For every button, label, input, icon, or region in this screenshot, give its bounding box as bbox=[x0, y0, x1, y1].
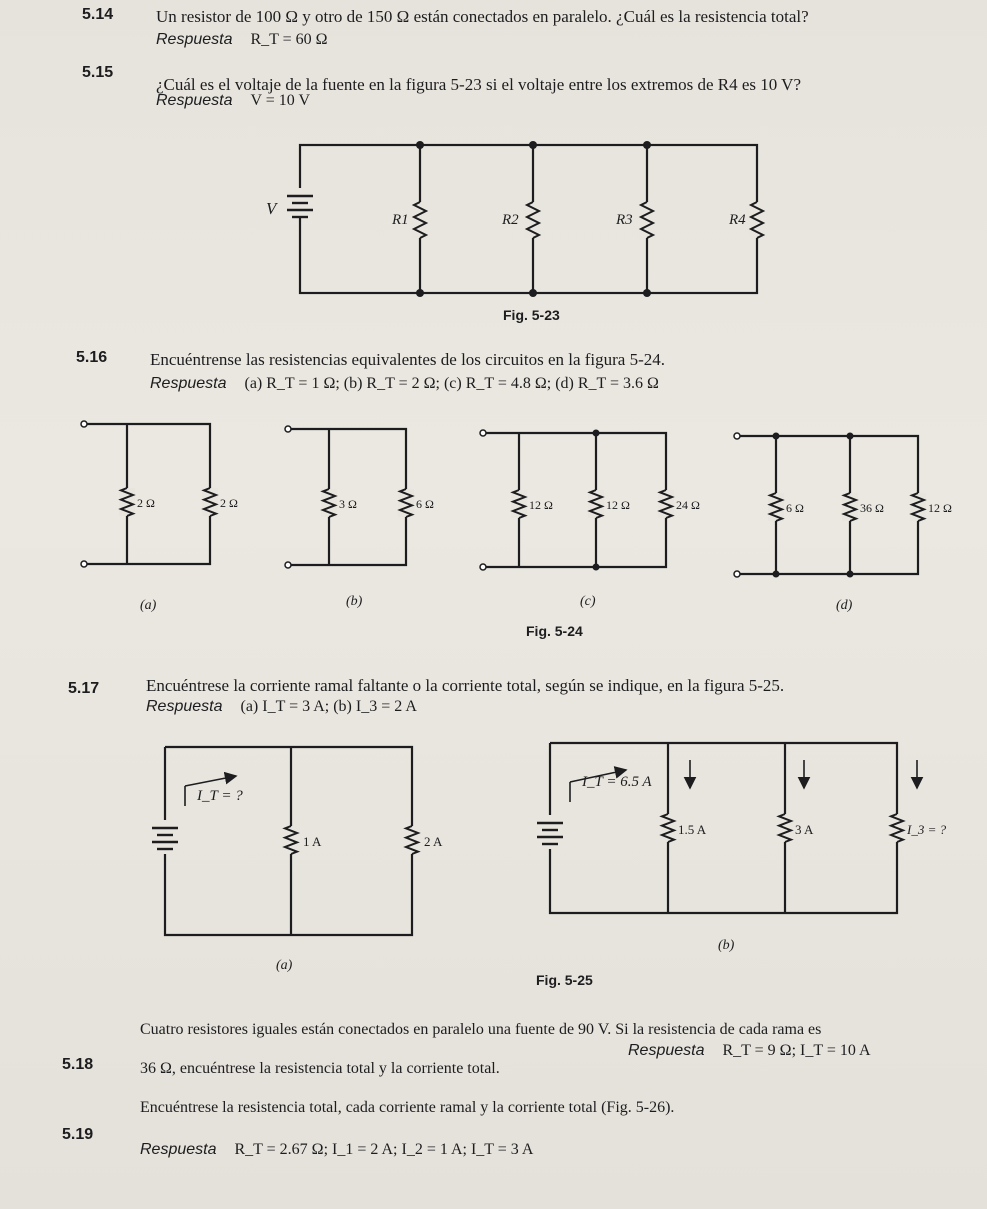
answer-label: Respuesta bbox=[140, 1141, 217, 1158]
resistor-r4-label: R4 bbox=[729, 212, 746, 228]
resistor-r1-label: R1 bbox=[392, 212, 409, 228]
problem-5-19-text: Encuéntrese la resistencia total, cada corriente ramal y la corriente total (Fig. 5-26). bbox=[140, 1099, 675, 1116]
answer-label: Respuesta bbox=[146, 698, 223, 715]
problem-5-14-number: 5.14 bbox=[82, 6, 114, 23]
fig525a-branch-current-2: 2 A bbox=[424, 834, 443, 849]
answer-value: V = 10 V bbox=[250, 92, 311, 109]
fig-5-24-caption: Fig. 5-24 bbox=[526, 623, 583, 639]
fig-5-24-circuit-a bbox=[81, 421, 210, 567]
answer-value: R_T = 60 Ω bbox=[250, 31, 328, 48]
problem-5-18-text-line1: Cuatro resistores iguales están conectados en paralelo una fuente de 90 V. Si la resistencia de cada rama es bbox=[140, 1021, 822, 1038]
fig524-c-resistor-3-value: 24 Ω bbox=[676, 498, 700, 512]
resistor-r2-label: R2 bbox=[502, 212, 519, 228]
fig524-b-resistor-1-value: 3 Ω bbox=[339, 497, 357, 511]
fig-5-25a-total-current: I_T = ? bbox=[197, 788, 243, 804]
fig-5-25-circuit-a bbox=[150, 747, 412, 935]
answer-value: R_T = 9 Ω; I_T = 10 A bbox=[722, 1042, 871, 1059]
fig-5-24-label-c: (c) bbox=[580, 594, 596, 609]
problem-5-18-text-line2: 36 Ω, encuéntrese la resistencia total y la corriente total. bbox=[140, 1060, 500, 1077]
fig524-d-resistor-2-value: 36 Ω bbox=[860, 501, 884, 515]
fig524-b-resistor-2-value: 6 Ω bbox=[416, 497, 434, 511]
problem-5-18-number: 5.18 bbox=[62, 1056, 94, 1073]
problem-5-17-text: Encuéntrese la corriente ramal faltante o la corriente total, según se indique, en la figura 5-25. bbox=[146, 676, 785, 695]
fig524-d-resistor-3-value: 12 Ω bbox=[928, 501, 952, 515]
problem-5-16-text: Encuéntrense las resistencias equivalentes de los circuitos en la figura 5-24. bbox=[150, 350, 666, 369]
fig524-a-resistor-2-value: 2 Ω bbox=[220, 496, 238, 510]
fig-5-23-caption: Fig. 5-23 bbox=[503, 307, 560, 323]
problem-5-15-text: ¿Cuál es el voltaje de la fuente en la figura 5-23 si el voltaje entre los extremos de R4 es 10 V? bbox=[156, 75, 802, 94]
fig525a-branch-current-1: 1 A bbox=[303, 834, 322, 849]
fig-5-24-circuit-d bbox=[734, 433, 918, 578]
problem-5-19-number: 5.19 bbox=[62, 1126, 94, 1143]
answer-label: Respuesta bbox=[150, 375, 227, 392]
fig-5-25-caption: Fig. 5-25 bbox=[536, 972, 593, 988]
fig-5-25b-total-current: I_T = 6.5 A bbox=[582, 774, 652, 790]
fig525b-branch-current-2: 3 A bbox=[795, 822, 814, 837]
fig-5-25-label-b: (b) bbox=[718, 938, 735, 953]
fig524-d-resistor-1-value: 6 Ω bbox=[786, 501, 804, 515]
fig-5-24-label-b: (b) bbox=[346, 594, 363, 609]
answer-label: Respuesta bbox=[156, 31, 233, 48]
problem-5-15-number: 5.15 bbox=[82, 64, 114, 81]
fig-5-25-label-a: (a) bbox=[276, 958, 293, 973]
problem-5-16-number: 5.16 bbox=[76, 349, 108, 366]
fig-5-25-circuit-b bbox=[534, 743, 917, 913]
answer-label: Respuesta bbox=[628, 1042, 705, 1059]
answer-value: (a) R_T = 1 Ω; (b) R_T = 2 Ω; (c) R_T = 4.8 Ω; (d) R_T = 3.6 Ω bbox=[244, 375, 659, 392]
problem-5-14-text: Un resistor de 100 Ω y otro de 150 Ω están conectados en paralelo. ¿Cuál es la resistencia total? bbox=[156, 7, 809, 26]
fig-5-24-label-d: (d) bbox=[836, 598, 853, 613]
fig525b-branch-current-1: 1.5 A bbox=[678, 822, 707, 837]
fig-5-23-source-label: V bbox=[266, 199, 277, 218]
answer-label: Respuesta bbox=[156, 92, 233, 109]
answer-value: (a) I_T = 3 A; (b) I_3 = 2 A bbox=[240, 698, 417, 715]
fig-5-24-circuit-c bbox=[480, 430, 666, 571]
fig524-c-resistor-1-value: 12 Ω bbox=[529, 498, 553, 512]
fig-5-24-label-a: (a) bbox=[140, 598, 157, 613]
fig525b-branch-current-3: I_3 = ? bbox=[907, 822, 947, 837]
answer-value: R_T = 2.67 Ω; I_1 = 2 A; I_2 = 1 A; I_T = 3 A bbox=[234, 1141, 534, 1158]
problem-5-17-number: 5.17 bbox=[68, 680, 100, 697]
resistor-r3-label: R3 bbox=[616, 212, 633, 228]
fig524-a-resistor-1-value: 2 Ω bbox=[137, 496, 155, 510]
fig524-c-resistor-2-value: 12 Ω bbox=[606, 498, 630, 512]
